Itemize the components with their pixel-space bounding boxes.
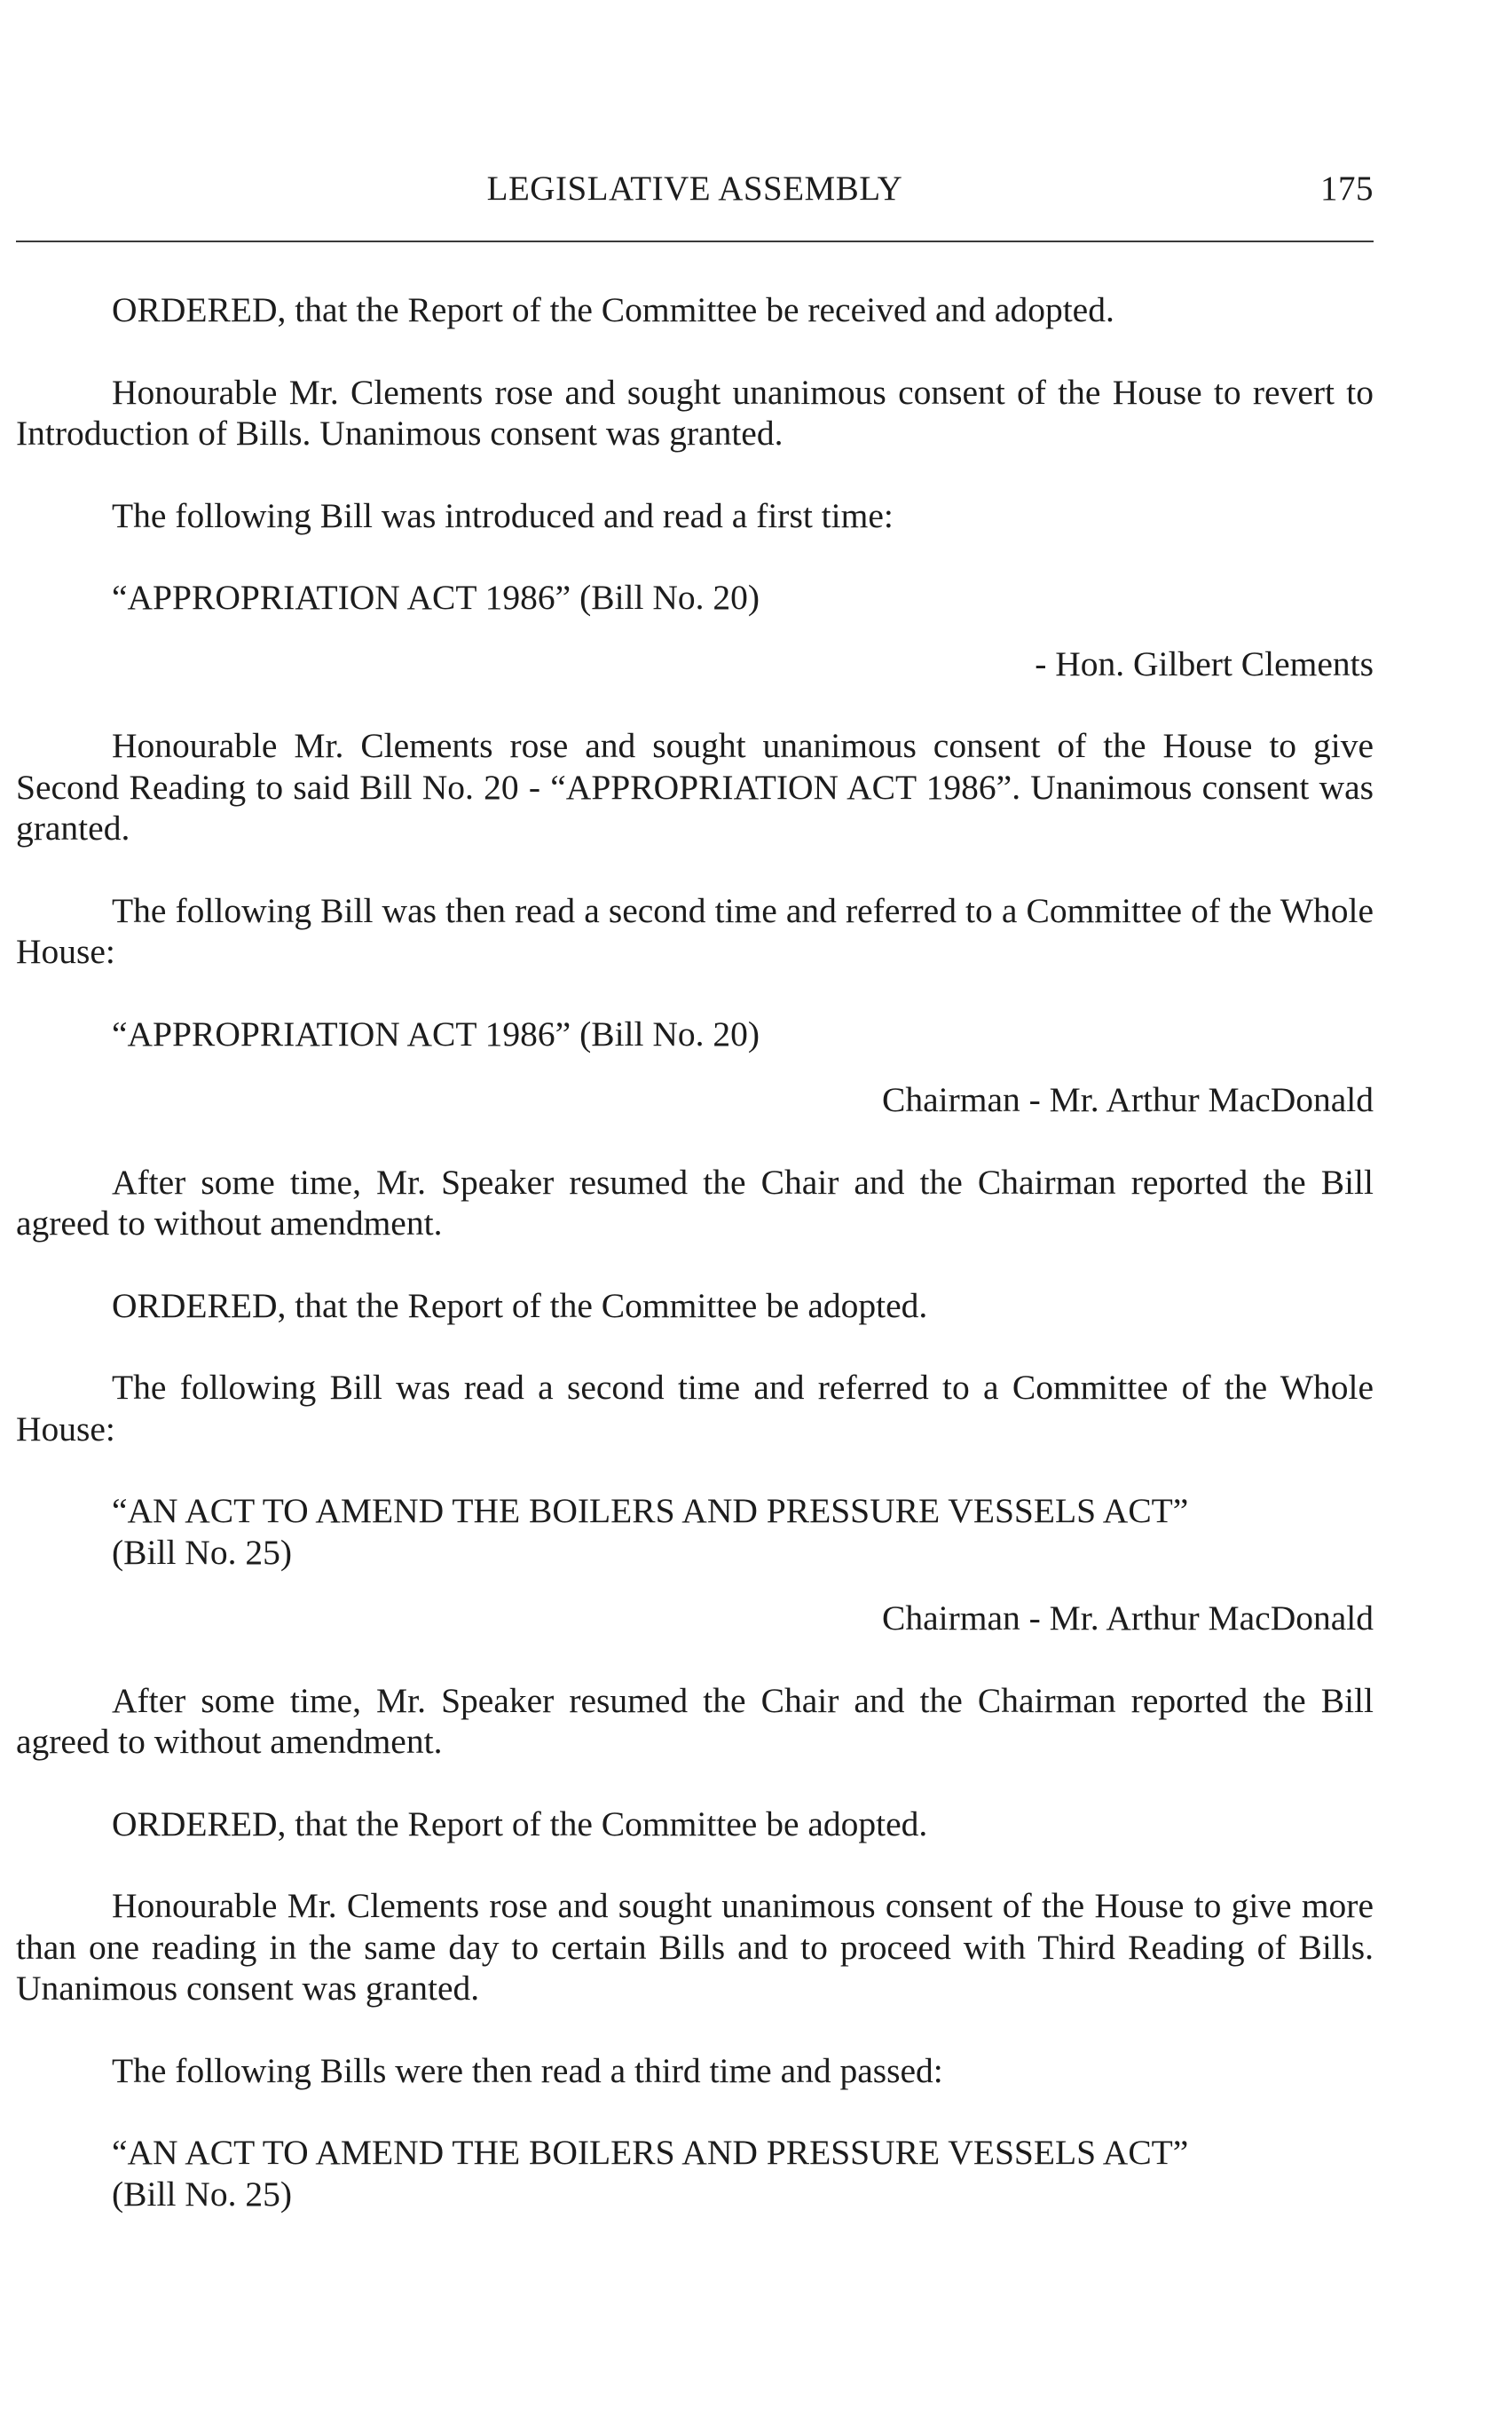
paragraph-third-reading-passed: The following Bills were then read a third time and passed: [112,2050,943,2090]
paragraph-second-reading-committee: The following Bill was read a second time and referred to a Committee of the Whole House: [16,1368,1374,1448]
bill-title: “AN ACT TO AMEND THE BOILERS AND PRESSURE VESSELS ACT” [112,1491,1189,1530]
paragraph-second-reading-committee: The following Bill was then read a second time and referred to a Committee of the Whole House: [16,890,1374,971]
bill-title: “APPROPRIATION ACT 1986” (Bill No. 20) [112,578,760,617]
paragraph-speaker-resumed: After some time, Mr. Speaker resumed the Chair and the Chairman reported the Bill agreed to without amendment. [16,1162,1374,1243]
paragraph-revert-introduction: Honourable Mr. Clements rose and sought unanimous consent of the House to revert to Introduction of Bills. Unanimous consent was granted. [16,372,1374,453]
bill-title: “APPROPRIATION ACT 1986” (Bill No. 20) [112,1014,760,1054]
header-rule [16,241,1374,242]
paragraph-second-reading-consent: Honourable Mr. Clements rose and sought unanimous consent of the House to give Second Reading to said Bill No. 20 - “APPROPRIATION ACT 1986”. Unanimous consent was granted. [16,726,1374,848]
bill-sponsor: - Hon. Gilbert Clements [1035,643,1374,683]
document-body [16,289,1374,2214]
page-title: LEGISLATIVE ASSEMBLY [486,170,903,208]
committee-chairman: Chairman - Mr. Arthur MacDonald [882,1598,1374,1638]
paragraph-first-reading-intro: The following Bill was introduced and read a first time: [112,495,894,535]
paragraph-speaker-resumed: After some time, Mr. Speaker resumed the Chair and the Chairman reported the Bill agreed to without amendment. [16,1680,1374,1761]
page-number: 175 [1320,170,1374,208]
running-header [16,169,1374,215]
paragraph-third-reading-consent: Honourable Mr. Clements rose and sought unanimous consent of the House to give more than one reading in the same day to certain Bills and to proceed with Third Reading of Bills. Unanimous consent was granted. [16,1886,1374,2008]
committee-chairman: Chairman - Mr. Arthur MacDonald [882,1080,1374,1119]
paragraph-report-adopted: ORDERED, that the Report of the Committee be adopted. [112,1803,928,1843]
bill-number: (Bill No. 25) [112,2174,292,2214]
paragraph-report-adopted: ORDERED, that the Report of the Committee be adopted. [112,1285,928,1325]
bill-number: (Bill No. 25) [112,1532,292,1572]
paragraph-report-received: ORDERED, that the Report of the Committee be received and adopted. [112,290,1114,329]
bill-title: “AN ACT TO AMEND THE BOILERS AND PRESSURE VESSELS ACT” [112,2133,1189,2172]
